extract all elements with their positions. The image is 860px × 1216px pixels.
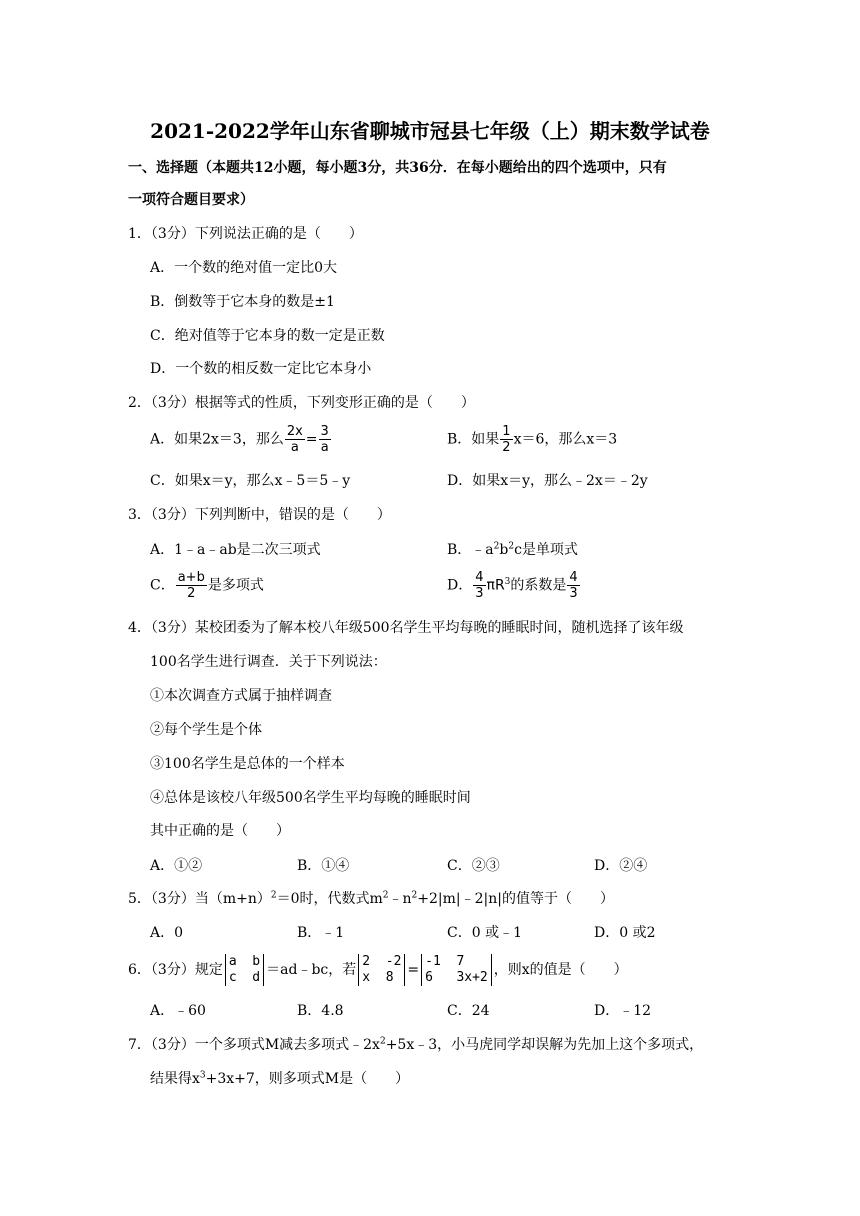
q4-ask: 其中正确的是（ ） — [150, 823, 290, 839]
q5-option-b: B．﹣1 — [297, 925, 345, 941]
q2-a-equals: = — [305, 431, 318, 448]
q6-option-a: A．﹣60 — [150, 1003, 206, 1019]
q2-option-b — [447, 424, 617, 455]
q6-determinant-left: 2 -2 x 8 — [358, 954, 405, 986]
q2-a-fraction-2: $\frac{3}{a}$ — [320, 424, 329, 455]
q3-c-fraction: $\frac{a+b}{2}$ — [177, 570, 205, 601]
question-4-stem-line2: 100名学生进行调查．关于下列说法： — [150, 654, 387, 670]
q3-option-c: C． $\frac{a+b}{2}$ 是多项式 — [150, 570, 264, 601]
section-heading-line1: 一、选择题（本题共12小题，每小题3分，共36分．在每小题给出的四个选项中，只有 — [128, 160, 667, 176]
q4-option-c: C．②③ — [447, 858, 500, 874]
q1-option-a: A．一个数的绝对值一定比0大 — [150, 260, 338, 276]
q2-a-fraction-1: $\frac{2x}{a}$ — [286, 424, 303, 455]
q6-determinant-abcd: a b c d — [225, 954, 264, 986]
q5-option-a: A．0 — [150, 925, 184, 941]
question-4-stem-line1: 4．（3分）某校团委为了解本校八年级500名学生平均每晚的睡眠时间，随机选择了该年级 — [128, 620, 684, 636]
q6-option-b: B．4.8 — [297, 1003, 344, 1019]
question-3-stem: 3．（3分）下列判断中，错误的是（ ） — [128, 507, 391, 523]
question-7-stem-line1: 7．（3分）一个多项式M减去多项式$﹣2x^2+5x﹣3$，小马虎同学却误解为先加上这个多项式， — [128, 1036, 704, 1053]
q3-d-fraction-2: $\frac{4}{3}$ — [569, 570, 578, 601]
q4-option-d: D．②④ — [594, 858, 648, 874]
q5-option-c: C．0 或﹣1 — [447, 925, 522, 941]
q4-statement-2: ②每个学生是个体 — [150, 722, 262, 738]
question-7-stem-line2: 结果得$x^3+3x+7$，则多项式M是（ ） — [150, 1070, 410, 1087]
q1-option-b: B．倒数等于它本身的数是±1 — [150, 294, 335, 310]
page-title: 2021-2022学年山东省聊城市冠县七年级（上）期末数学试卷 — [150, 119, 710, 143]
q4-statement-1: ①本次调查方式属于抽样调查 — [150, 688, 332, 704]
q2-option-c: C．如果x＝y，那么x﹣5＝5﹣y — [150, 473, 351, 489]
q4-statement-3: ③100名学生是总体的一个样本 — [150, 756, 345, 772]
q1-option-d: D．一个数的相反数一定比它本身小 — [150, 361, 372, 377]
q6-option-d: D．﹣12 — [594, 1003, 652, 1019]
question-6-stem: 6．（3分）规定 a b c d ＝ad﹣bc，若 2 -2 x 8 = -1 7 6 3x+2 ，则x的值是（ ） — [128, 954, 628, 985]
q4-option-a: A．①② — [150, 858, 203, 874]
q2-b-text-post: x＝6，那么x＝3 — [513, 431, 618, 448]
q2-option-a — [150, 424, 332, 455]
q2-a-text: A．如果2x＝3，那么 — [150, 431, 284, 448]
q2-b-text: B．如果 — [447, 431, 500, 448]
question-1-stem: 1．（3分）下列说法正确的是（ ） — [128, 226, 363, 242]
q6-determinant-right: -1 7 6 3x+2 — [421, 954, 492, 986]
q4-statement-4: ④总体是该校八年级500名学生平均每晚的睡眠时间 — [150, 790, 471, 806]
question-5-stem: 5．（3分）当$(m+n)^2=0$时，代数式$m^2﹣n^2+2|m|﹣2|n|$的值等于（ ） — [128, 890, 614, 907]
q5-option-d: D．0 或2 — [594, 925, 656, 941]
q2-b-fraction: $\frac{1}{2}$ — [502, 424, 511, 455]
q3-option-d: D． $\frac{4}{3}$ $\pi R^3$的系数是 $\frac{4}{3}$ — [447, 570, 578, 601]
q4-option-b: B．①④ — [297, 858, 350, 874]
q3-option-a: A．1﹣a﹣ab是二次三项式 — [150, 542, 321, 558]
q3-d-fraction-1: $\frac{4}{3}$ — [475, 570, 484, 601]
q3-option-b: B．$﹣a^2b^2c$是单项式 — [447, 541, 578, 558]
question-2-stem: 2．（3分）根据等式的性质，下列变形正确的是（ ） — [128, 395, 475, 411]
q6-option-c: C．24 — [447, 1003, 490, 1019]
q2-option-d: D．如果x＝y，那么﹣2x＝﹣2y — [447, 473, 648, 489]
section-heading-line2: 一项符合题目要求） — [128, 192, 254, 208]
q1-option-c: C．绝对值等于它本身的数一定是正数 — [150, 328, 385, 344]
